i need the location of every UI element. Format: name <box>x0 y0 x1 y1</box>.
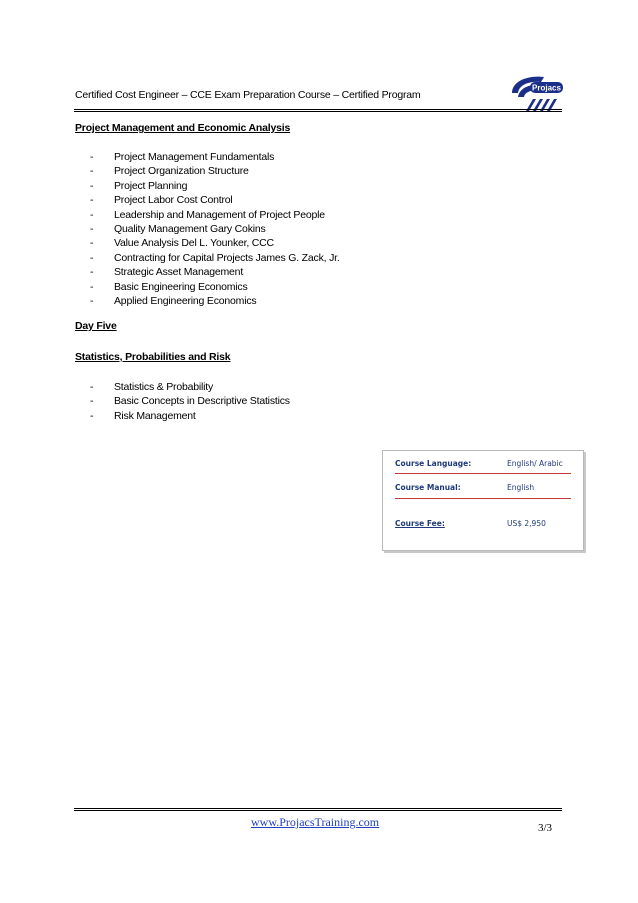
course-manual-label: Course Manual: <box>395 483 461 492</box>
list-item <box>90 394 290 408</box>
list-item-text: Applied Engineering Economics <box>114 294 257 307</box>
list-item <box>90 251 340 265</box>
list-item-text: Project Labor Cost Control <box>114 194 233 207</box>
list-dash: - <box>90 208 94 221</box>
list-item <box>90 294 340 308</box>
list-item-text: Basic Engineering Economics <box>114 280 248 293</box>
website-link[interactable]: www.ProjacsTraining.com <box>251 815 380 829</box>
list-item-text: Project Planning <box>114 179 188 192</box>
list-dash: - <box>90 194 94 207</box>
list-item <box>90 409 290 423</box>
list-item-text: Value Analysis Del L. Younker, CCC <box>114 237 274 250</box>
footer-divider <box>74 808 562 811</box>
list-dash: - <box>90 251 94 264</box>
list-item <box>90 236 340 250</box>
page-number: 3/3 <box>538 822 553 834</box>
list-dash: - <box>90 395 94 408</box>
section-heading-pm: Project Management and Economic Analysis <box>75 122 291 134</box>
info-divider <box>395 498 571 499</box>
list-item <box>90 193 340 207</box>
section-heading-day-five: Day Five <box>75 320 117 332</box>
stats-topic-list <box>90 380 290 423</box>
list-item <box>90 179 340 193</box>
list-item <box>90 222 340 236</box>
list-item-text: Risk Management <box>114 409 196 422</box>
list-item <box>90 164 340 178</box>
list-dash: - <box>90 165 94 178</box>
projacs-logo <box>508 73 566 113</box>
section-heading-stats: Statistics, Probabilities and Risk <box>75 351 231 363</box>
list-dash: - <box>90 151 94 163</box>
list-item <box>90 265 340 279</box>
info-divider <box>395 473 571 474</box>
list-item <box>90 208 340 222</box>
pm-topic-list <box>90 150 340 308</box>
header-divider <box>74 109 562 112</box>
course-manual-value: English <box>507 483 535 492</box>
list-item-text: Project Organization Structure <box>114 165 249 178</box>
list-item-text: Project Management Fundamentals <box>114 151 275 163</box>
list-item <box>90 150 340 164</box>
list-dash: - <box>90 237 94 250</box>
header-title: Certified Cost Engineer – CCE Exam Preparation Course – Certified Program <box>75 89 421 101</box>
logo-text: Projacs <box>532 83 561 93</box>
list-dash: - <box>90 294 94 307</box>
list-item-text: Contracting for Capital Projects James G. Zack, Jr. <box>114 251 340 264</box>
list-item-text: Basic Concepts in Descriptive Statistics <box>114 395 290 408</box>
course-info-box <box>382 450 584 551</box>
list-item-text: Quality Management Gary Cokins <box>114 222 266 235</box>
course-language-label: Course Language: <box>395 459 472 468</box>
course-fee-row <box>395 519 546 528</box>
list-item-text: Strategic Asset Management <box>114 266 244 279</box>
course-fee-label: Course Fee: <box>395 519 445 528</box>
course-manual-row <box>395 483 534 492</box>
list-item <box>90 380 290 394</box>
list-dash: - <box>90 266 94 279</box>
course-language-value: English/ Arabic <box>507 459 563 468</box>
list-item-text: Leadership and Management of Project People <box>114 208 325 221</box>
course-language-row <box>395 459 563 468</box>
list-item-text: Statistics & Probability <box>114 381 214 393</box>
list-dash: - <box>90 179 94 192</box>
list-dash: - <box>90 222 94 235</box>
list-dash: - <box>90 381 94 393</box>
list-dash: - <box>90 409 94 422</box>
list-item <box>90 280 340 294</box>
course-fee-value: US$ 2,950 <box>507 519 546 528</box>
list-dash: - <box>90 280 94 293</box>
